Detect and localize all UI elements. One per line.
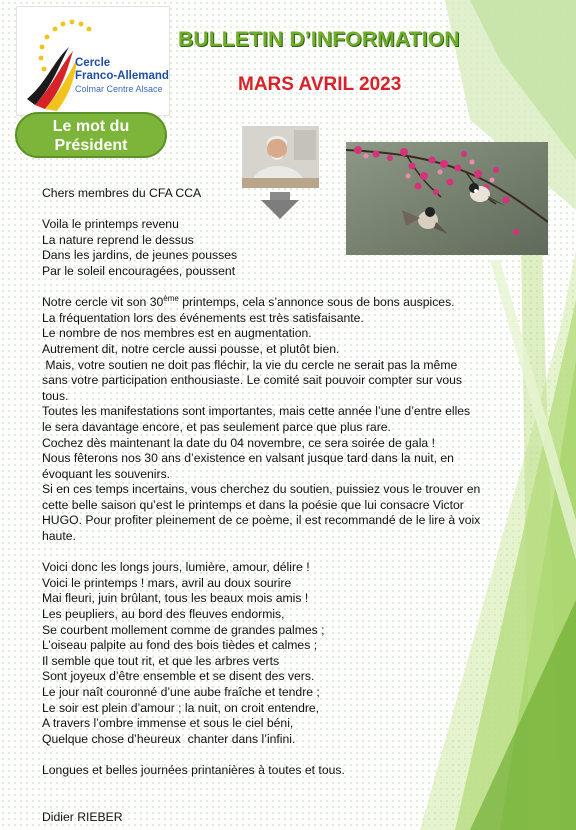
poem-line: L’oiseau palpite au fond des bois tièdes et calmes ; — [42, 638, 318, 653]
bulletin-date: MARS AVRIL 2023 — [238, 74, 402, 95]
poem-line: Il semble que tout rit, et que les arbres verts — [42, 653, 280, 668]
poem-line: Mai fleuri, juin brûlant, tous les beaux mois amis ! — [42, 591, 309, 606]
president-photo — [242, 126, 319, 188]
verse-line: Voila le printemps revenu — [42, 217, 179, 232]
poem-line: Se courbent mollement comme de grandes palmes ; — [42, 622, 325, 637]
p1-before: Notre cercle vit son 30 — [42, 295, 164, 310]
club-logo — [16, 6, 170, 116]
poem-line: Sont joyeux d’être ensemble et se disent des vers. — [42, 669, 315, 684]
letter-paragraph: La fréquentation lors des événements est très satisfaisante. — [42, 310, 364, 325]
letter-paragraph: Si en ces temps incertains, vous cherchez du soutien, puissiez vous le trouver en cette belle saison qu’est le printemps et dans la poésie que lui consacre Victor HUGO. Pour profiter pleinement de ce poème, il est recommandé de le lire à voix haute. — [42, 482, 481, 544]
president-word-badge — [15, 112, 167, 158]
letter-paragraph: Cochez dès maintenant la date du 04 novembre, ce sera soirée de gala ! — [42, 435, 435, 450]
poem-line: Les peupliers, au bord des fleuves endormis, — [42, 607, 285, 622]
letter-paragraph: Le nombre de nos membres est en augmentation. — [42, 326, 312, 341]
president-photo-illustration — [242, 126, 319, 188]
poem-line: Voici le printemps ! mars, avril au doux sourire — [42, 575, 292, 590]
verse-line: Par le soleil encouragées, poussent — [42, 263, 236, 278]
badge-line2: Président — [54, 137, 128, 154]
logo-tagline: Colmar Centre Alsace — [75, 84, 163, 94]
poem-line: Le soir est plein d’amour ; la nuit, on croit entendre, — [42, 700, 320, 715]
letter-paragraph: Autrement dit, notre cercle aussi pousse, et plutôt bien. — [42, 341, 340, 356]
letter-greeting: Chers membres du CFA CCA — [42, 186, 202, 200]
logo-club-name — [75, 57, 169, 83]
letter-paragraph: Nous fêterons nos 30 ans d’existence en valsant jusque tard dans la nuit, en évoquant les souvenirs. — [42, 451, 454, 481]
poem-line: Voici donc les longs jours, lumière, amour, délire ! — [42, 560, 310, 575]
bulletin-title: BULLETIN D’INFORMATION — [178, 28, 460, 51]
poem-line: A travers l’ombre immense et sous le ciel béni, — [42, 716, 294, 731]
verse-line: La nature reprend le dessus — [42, 232, 194, 247]
letter-paragraph: Toutes les manifestations sont importantes, mais cette année l’une d’entre elles le sera davantage encore, et pas seulement parce que plus rare. — [42, 404, 471, 434]
letter-paragraph: Mais, votre soutien ne doit pas fléchir, la vie du cercle ne serait pas la même sans votre participation enthousiaste. Le comité sait pouvoir compter sur vous tous. — [42, 357, 466, 403]
letter-signature: Didier RIEBER — [42, 809, 123, 824]
logo-name-line1: Cercle — [75, 57, 111, 69]
badge-line1: Le mot du — [52, 118, 130, 135]
president-letter — [42, 186, 482, 825]
verse-line: Dans les jardins, de jeunes pousses — [42, 248, 238, 263]
letter-closing: Longues et belles journées printanières à toutes et tous. — [42, 762, 345, 777]
logo-name-line2: Franco-Allemand — [75, 70, 169, 82]
letter-paragraph — [42, 295, 482, 311]
poem-line: Quelque chose d’heureux chanter dans l’infini. — [42, 731, 296, 746]
p1-after: printemps, cela s’annonce sous de bons auspices. — [178, 295, 455, 310]
p1-superscript: ème — [163, 294, 179, 304]
poem-line: Le jour naît couronné d’une aube fraîche et tendre ; — [42, 685, 320, 699]
